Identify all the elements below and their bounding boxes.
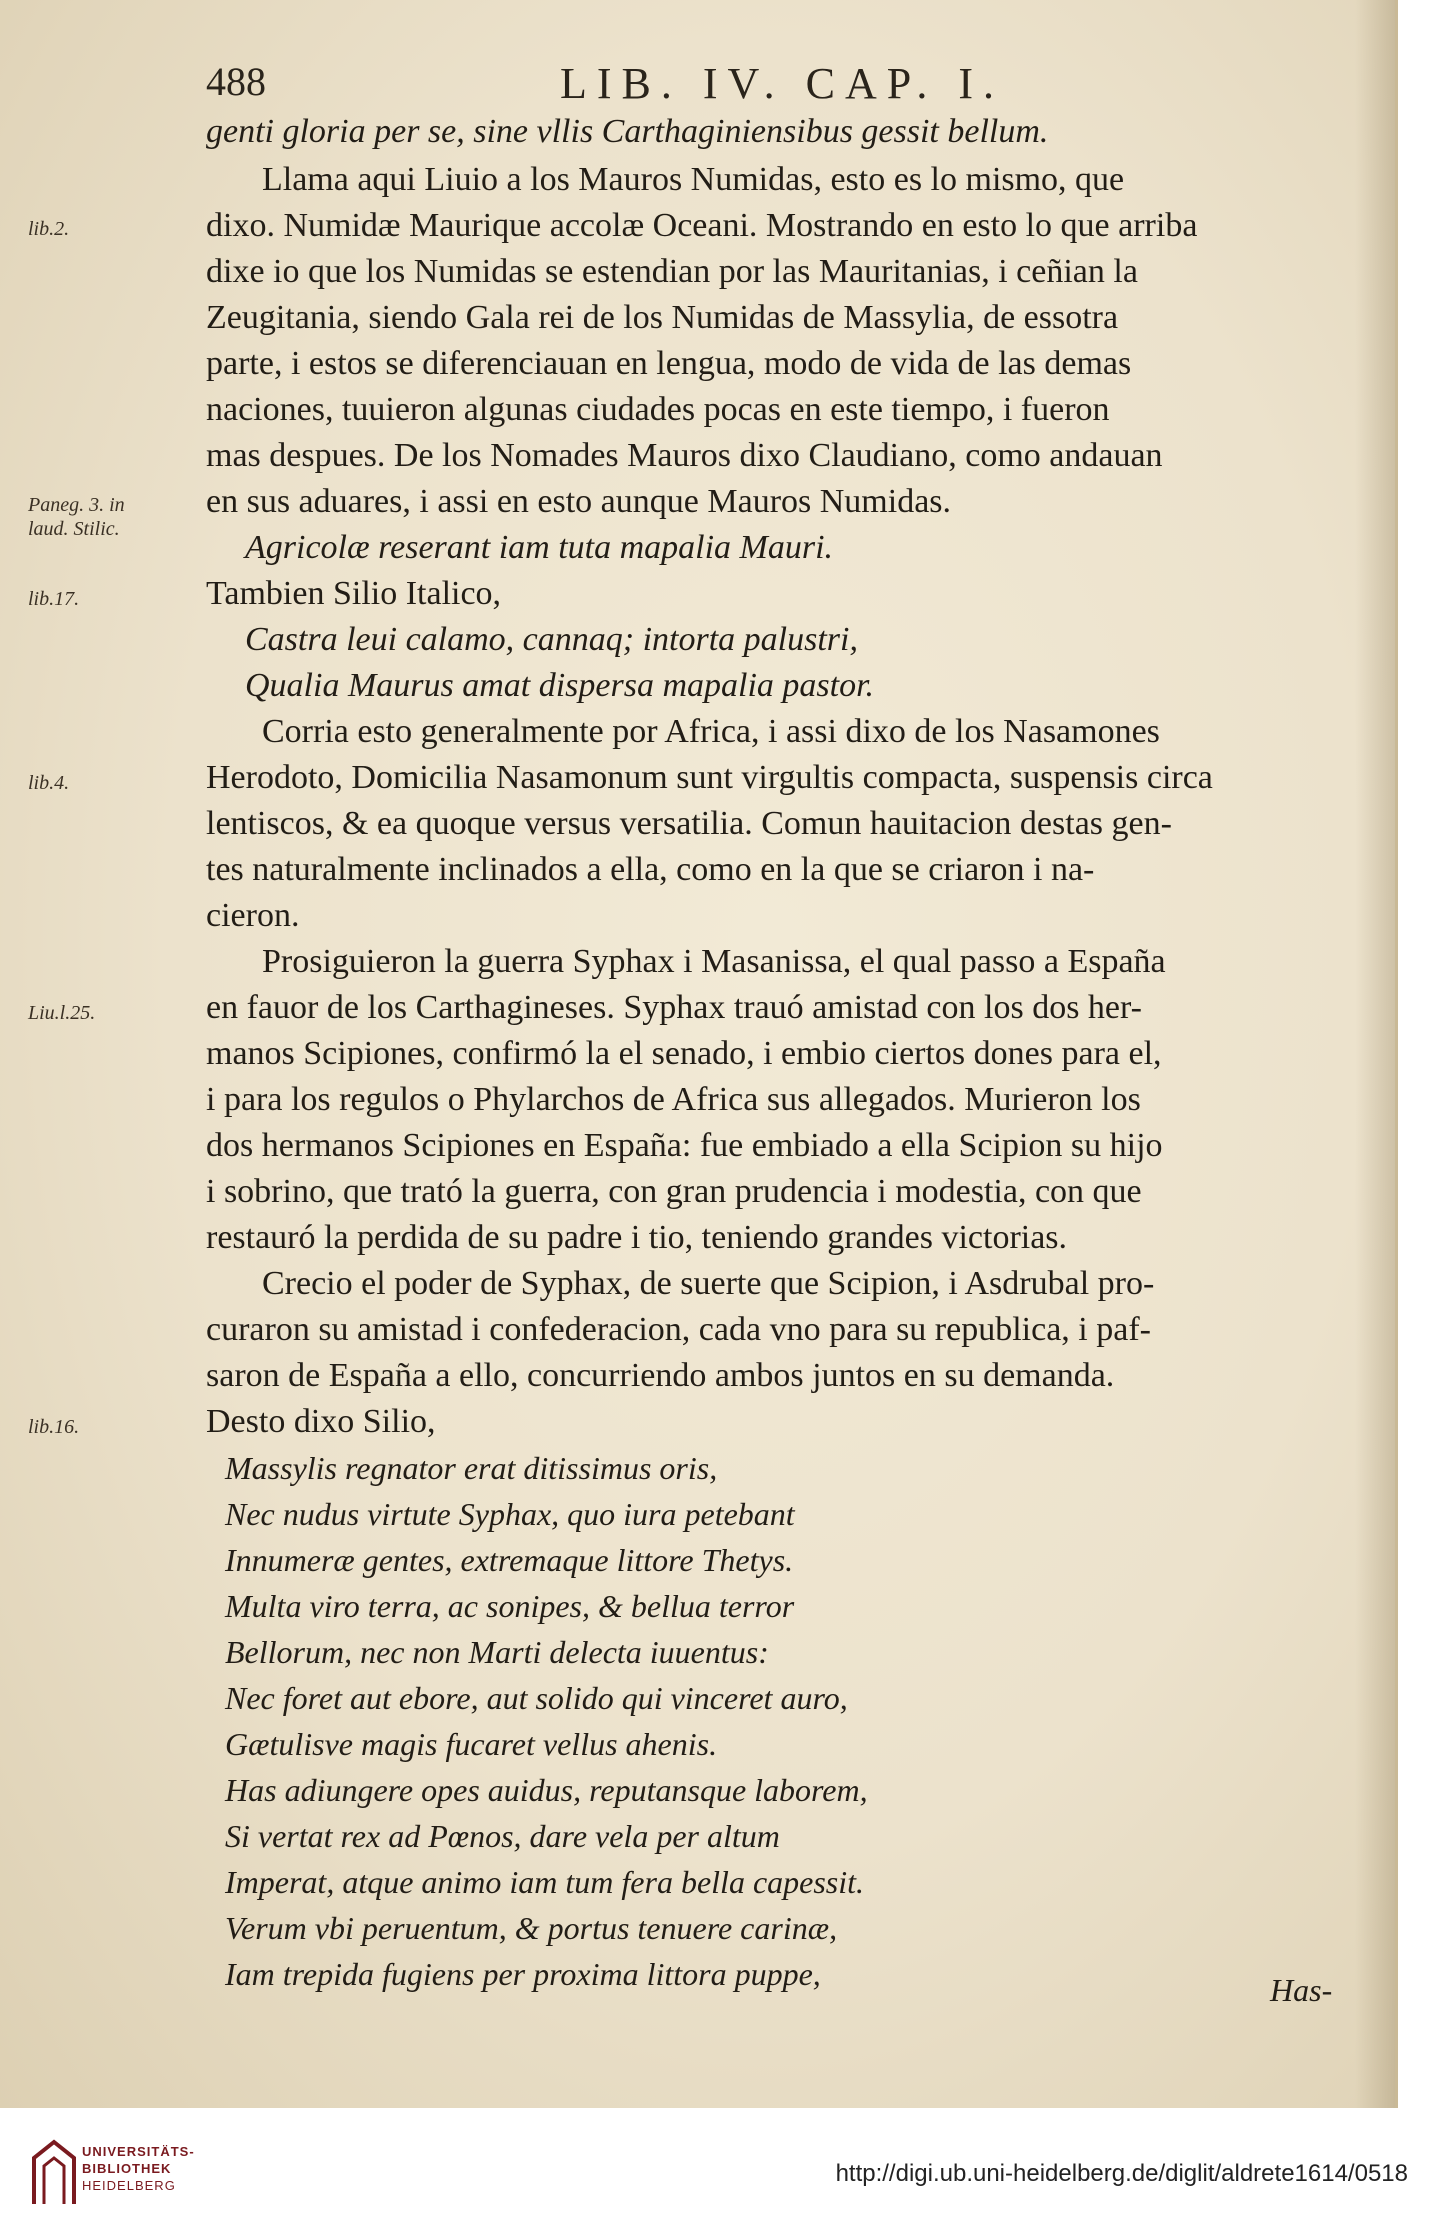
margin-note: Liu.l.25. xyxy=(28,1002,96,1024)
text-line: Agricolæ reserant iam tuta mapalia Mauri. xyxy=(245,529,834,566)
text-line: en fauor de los Carthagineses. Syphax trauó amistad con los dos her- xyxy=(206,989,1142,1026)
verse-line: Verum vbi peruentum, & portus tenuere carinæ, xyxy=(225,1910,838,1946)
margin-note: lib.17. xyxy=(28,588,80,610)
text-line: saron de España a ello, concurriendo ambos juntos en su demanda. xyxy=(206,1357,1115,1394)
text-line: genti gloria per se, sine vllis Carthaginiensibus gessit bellum. xyxy=(206,113,1049,150)
margin-note: lib.16. xyxy=(28,1416,80,1438)
library-logo-icon xyxy=(30,2136,78,2208)
library-name-line: BIBLIOTHEK xyxy=(82,2161,172,2176)
text-line: Castra leui calamo, cannaq; intorta palustri, xyxy=(245,621,858,658)
text-line: Corria esto generalmente por Africa, i assi dixo de los Nasamones xyxy=(262,713,1160,750)
text-line: mas despues. De los Nomades Mauros dixo Claudiano, como andauan xyxy=(206,437,1163,474)
margin-note: lib.4. xyxy=(28,772,70,794)
library-name-line: UNIVERSITÄTS- xyxy=(82,2144,195,2159)
text-line: Prosiguieron la guerra Syphax i Masanissa, el qual passo a España xyxy=(262,943,1166,980)
text-line: dos hermanos Scipiones en España: fue embiado a ella Scipion su hijo xyxy=(206,1127,1163,1164)
verse-line: Si vertat rex ad Pœnos, dare vela per altum xyxy=(225,1818,780,1854)
text-line: curaron su amistad i confederacion, cada vno para su republica, i paf- xyxy=(206,1311,1151,1348)
text-line: Zeugitania, siendo Gala rei de los Numidas de Massylia, de essotra xyxy=(206,299,1119,336)
text-line: cieron. xyxy=(206,897,300,934)
text-line: restauró la perdida de su padre i tio, teniendo grandes victorias. xyxy=(206,1219,1068,1256)
margin-note: lib.2. xyxy=(28,218,70,240)
margin-note: laud. Stilic. xyxy=(28,518,120,540)
verse-line: Bellorum, nec non Marti delecta iuuentus: xyxy=(225,1634,769,1670)
verse-line: Iam trepida fugiens per proxima littora puppe, xyxy=(225,1956,821,1992)
verse-line: Multa viro terra, ac sonipes, & bellua terror xyxy=(225,1588,795,1624)
text-line: parte, i estos se diferenciauan en lengua, modo de vida de las demas xyxy=(206,345,1132,382)
text-line: Llama aqui Liuio a los Mauros Numidas, esto es lo mismo, que xyxy=(262,161,1125,198)
text-line: dixo. Numidæ Maurique accolæ Oceani. Mostrando en esto lo que arriba xyxy=(206,207,1198,244)
catchword: Has- xyxy=(1270,1972,1333,2008)
verse-line: Nec nudus virtute Syphax, quo iura petebant xyxy=(225,1496,795,1532)
margin-note: Paneg. 3. in xyxy=(28,494,125,516)
verse-line: Nec foret aut ebore, aut solido qui vinceret auro, xyxy=(225,1680,848,1716)
text-line: manos Scipiones, confirmó la el senado, i embio ciertos dones para el, xyxy=(206,1035,1162,1072)
text-line: i sobrino, que trató la guerra, con gran prudencia i modestia, con que xyxy=(206,1173,1142,1210)
verse-line: Massylis regnator erat ditissimus oris, xyxy=(225,1450,718,1486)
text-line: lentiscos, & ea quoque versus versatilia. Comun hauitacion destas gen- xyxy=(206,805,1172,842)
text-line: Herodoto, Domicilia Nasamonum sunt virgultis compacta, suspensis circa xyxy=(206,759,1213,796)
running-head: LIB. IV. CAP. I. xyxy=(560,59,1005,108)
text-line: naciones, tuuieron algunas ciudades pocas en este tiempo, i fueron xyxy=(206,391,1110,428)
verse-line: Gætulisve magis fucaret vellus ahenis. xyxy=(225,1726,718,1762)
permalink-url[interactable]: http://digi.ub.uni-heidelberg.de/diglit/aldrete1614/0518 xyxy=(835,2160,1408,2187)
library-name-line: HEIDELBERG xyxy=(82,2178,176,2193)
text-line: en sus aduares, i assi en esto aunque Mauros Numidas. xyxy=(206,483,952,520)
text-line: tes naturalmente inclinados a ella, como en la que se criaron i na- xyxy=(206,851,1095,888)
text-line: Qualia Maurus amat dispersa mapalia pastor. xyxy=(245,667,875,704)
text-line: Desto dixo Silio, xyxy=(206,1403,436,1440)
text-line: i para los regulos o Phylarchos de Africa sus allegados. Murieron los xyxy=(206,1081,1141,1118)
verse-line: Innumeræ gentes, extremaque littore Thetys. xyxy=(225,1542,794,1578)
verse-line: Has adiungere opes auidus, reputansque laborem, xyxy=(225,1772,868,1808)
verse-line: Imperat, atque animo iam tum fera bella capessit. xyxy=(225,1864,865,1900)
text-line: dixe io que los Numidas se estendian por las Mauritanias, i ceñian la xyxy=(206,253,1138,290)
text-line: Tambien Silio Italico, xyxy=(206,575,502,612)
text-line: Crecio el poder de Syphax, de suerte que Scipion, i Asdrubal pro- xyxy=(262,1265,1155,1302)
page-number: 488 xyxy=(206,59,266,104)
